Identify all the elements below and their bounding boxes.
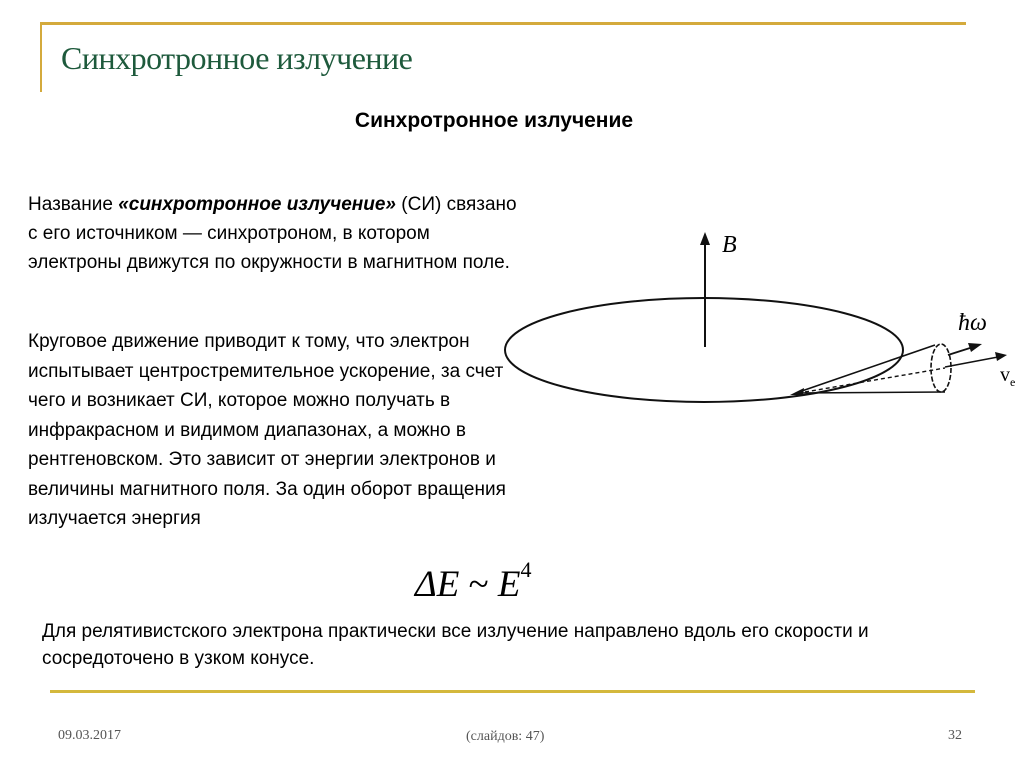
footer-rule	[50, 690, 975, 693]
slide-title: Синхротронное излучение	[61, 40, 413, 76]
formula-lhs: ΔE	[415, 564, 460, 605]
cone-lower-edge	[796, 392, 945, 393]
velocity-arrow-head-icon	[995, 352, 1007, 361]
paragraph-relativistic: Для релятивистского электрона практически все излучение направлено вдоль его скорости и сосредоточено в узком конусе.	[42, 621, 869, 669]
para1-prefix: Название	[28, 194, 119, 215]
photon-arrow-shaft	[948, 348, 970, 355]
formula-relation: ~	[459, 564, 498, 605]
footer-slide-count: (слайдов: 47)	[466, 729, 545, 744]
footer-page-number: 32	[948, 728, 962, 743]
label-electron-velocity	[1000, 364, 1015, 390]
subtitle-text: Синхротронное излучение	[354, 109, 634, 132]
label-photon-energy: ħω	[958, 310, 987, 336]
para1-term: «синхротронное излучение»	[118, 194, 396, 215]
velocity-subscript: e	[1010, 375, 1016, 389]
label-magnetic-field: B	[722, 232, 737, 258]
velocity-symbol: v	[1000, 364, 1010, 386]
velocity-arrow-shaft	[945, 357, 998, 367]
paragraph-circular-motion: Круговое движение приводит к тому, что электрон испытывает центростремительное ускорение, за счет чего и возникает СИ, которое можно получать в инфракрасном и видимом диапазонах, а можно в рентгеновском. Это зависит от энергии электронов и величины магнитного поля. За один оборот вращения излучается энергия	[28, 331, 506, 529]
para1-rest: (СИ) связано с его источником — синхротроном, в котором электроны движутся по окружности в магнитном поле.	[28, 194, 517, 273]
cone-upper-edge	[796, 345, 935, 393]
formula-rhs-base: E	[497, 564, 521, 605]
electron-direction-icon	[790, 388, 804, 395]
footer-date: 09.03.2017	[58, 728, 121, 743]
formula-exponent: 4	[520, 557, 532, 582]
cone-base	[931, 344, 951, 392]
field-arrow-head-icon	[700, 232, 710, 245]
cone-axis-dashed	[805, 368, 945, 392]
photon-arrow-head-icon	[968, 343, 982, 352]
